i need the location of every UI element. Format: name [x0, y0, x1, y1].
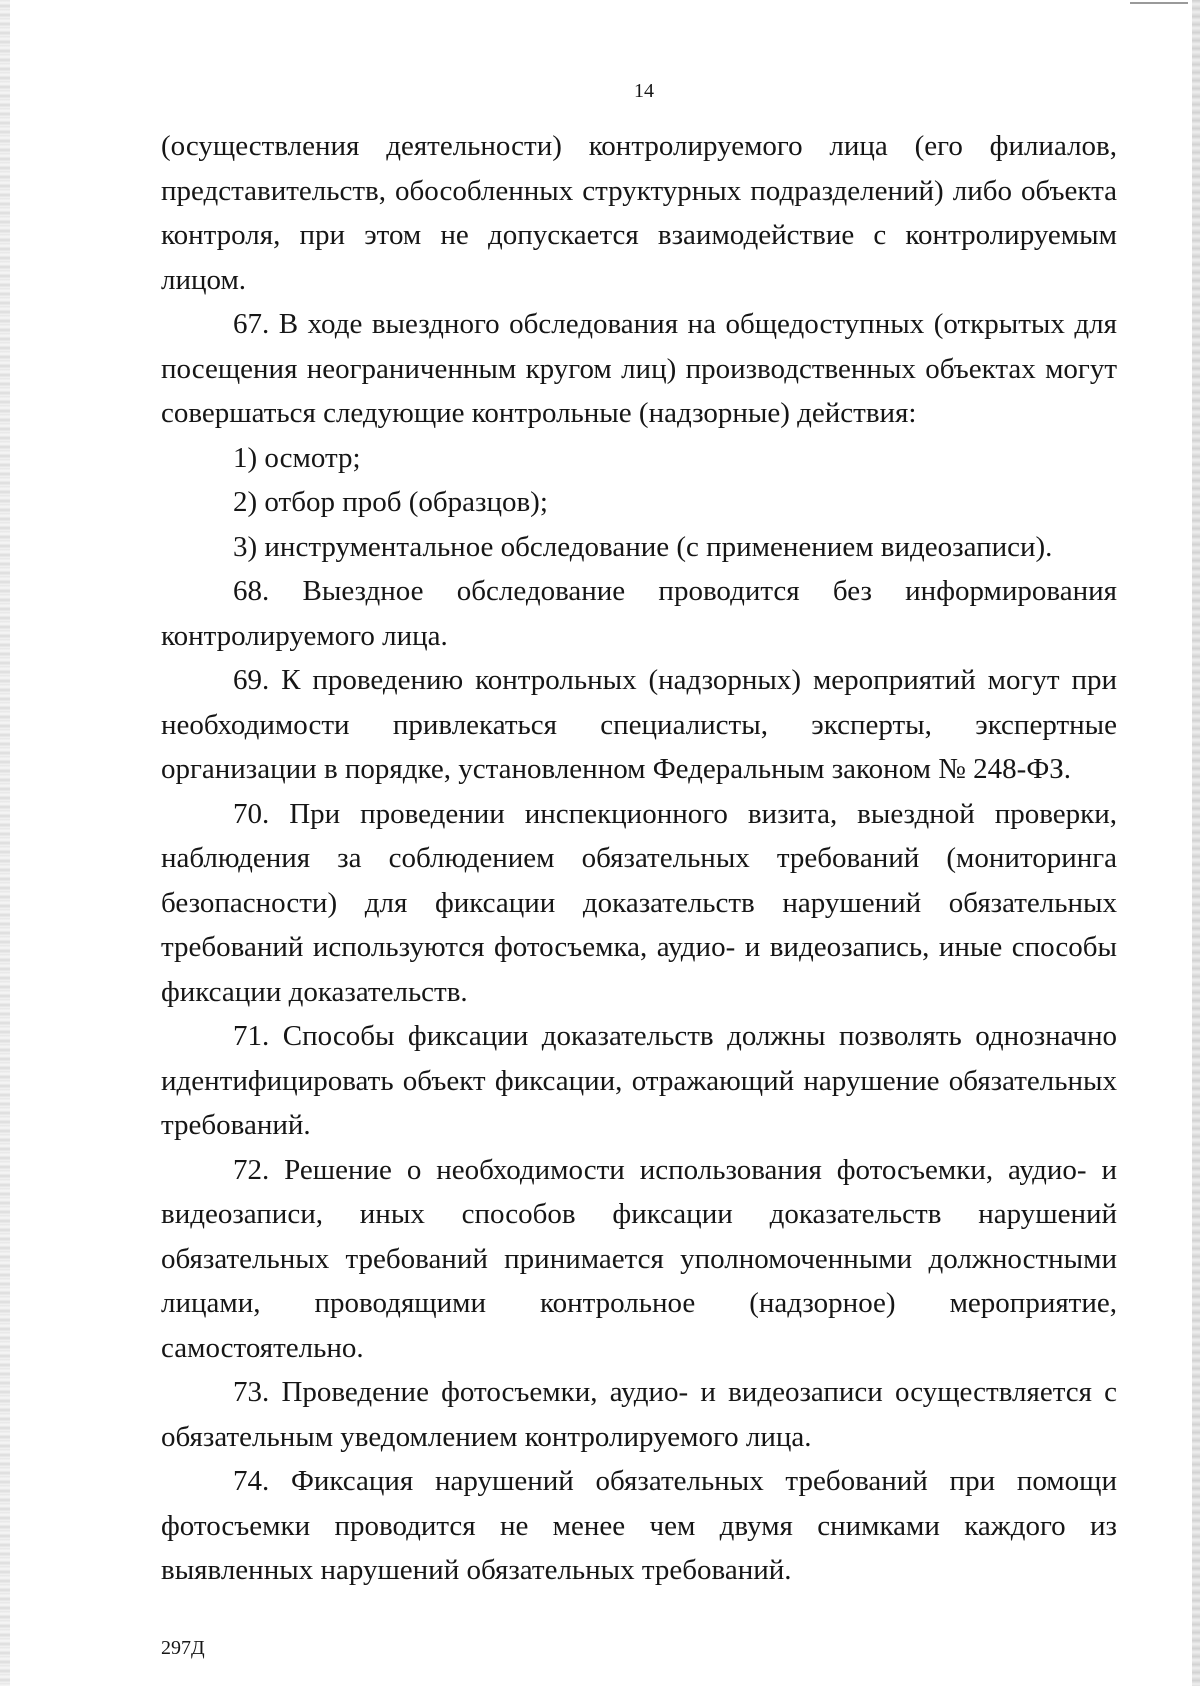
document-body: [161, 124, 1117, 1593]
document-code: 297Д: [161, 1637, 205, 1659]
paragraph-70: 70. При проведении инспекционного визита, выездной проверки, наблюдения за соблюдением обязательных требований (мониторинга безопасности) для фиксации доказательств нарушений обязательных требований используются фотосъемка, аудио- и видеозапись, иные способы фиксации доказательств.: [161, 797, 1117, 1008]
paragraph-67: 67. В ходе выездного обследования на общедоступных (открытых для посещения неограниченным кругом лиц) производственных объектах могут совершаться следующие контрольные (надзорные) действия:: [161, 308, 1117, 429]
paragraph-71: 71. Способы фиксации доказательств должны позволять однозначно идентифицировать объект фиксации, отражающий нарушение обязательных требований.: [161, 1020, 1117, 1141]
paragraph-73: 73. Проведение фотосъемки, аудио- и видеозаписи осуществляется с обязательным уведомлением контролируемого лица.: [161, 1376, 1117, 1453]
paragraph-69: 69. К проведению контрольных (надзорных) мероприятий могут при необходимости привлекаться специалисты, эксперты, экспертные организации в порядке, установленном Федеральным законом № 248-ФЗ.: [161, 664, 1117, 785]
list-item-2: 2) отбор проб (образцов);: [233, 486, 548, 518]
list-item-1: 1) осмотр;: [233, 441, 361, 474]
scan-edge-right: [1192, 0, 1200, 1686]
scan-corner-line: [1130, 2, 1188, 4]
paragraph-74: 74. Фиксация нарушений обязательных требований при помощи фотосъемки проводится не менее чем двумя снимками каждого из выявленных нарушений обязательных требований.: [161, 1465, 1117, 1586]
list-item-3: 3) инструментальное обследование (с применением видеозаписи).: [233, 530, 1053, 563]
paragraph-continuation: (осуществления деятельности) контролируемого лица (его филиалов, представительств, обособленных структурных подразделений) либо объекта контроля, при этом не допускается взаимодействие с контролируемым лицом.: [161, 130, 1117, 296]
paragraph-72: 72. Решение о необходимости использования фотосъемки, аудио- и видеозаписи, иных способов фиксации доказательств нарушений обязательных требований принимается уполномоченными должностными лицами, проводящими контрольное (надзорное) мероприятие, самостоятельно.: [161, 1153, 1117, 1364]
paragraph-68: 68. Выездное обследование проводится без информирования контролируемого лица.: [161, 575, 1117, 652]
page-number: 14: [634, 80, 654, 102]
scan-edge-left: [0, 0, 10, 1686]
